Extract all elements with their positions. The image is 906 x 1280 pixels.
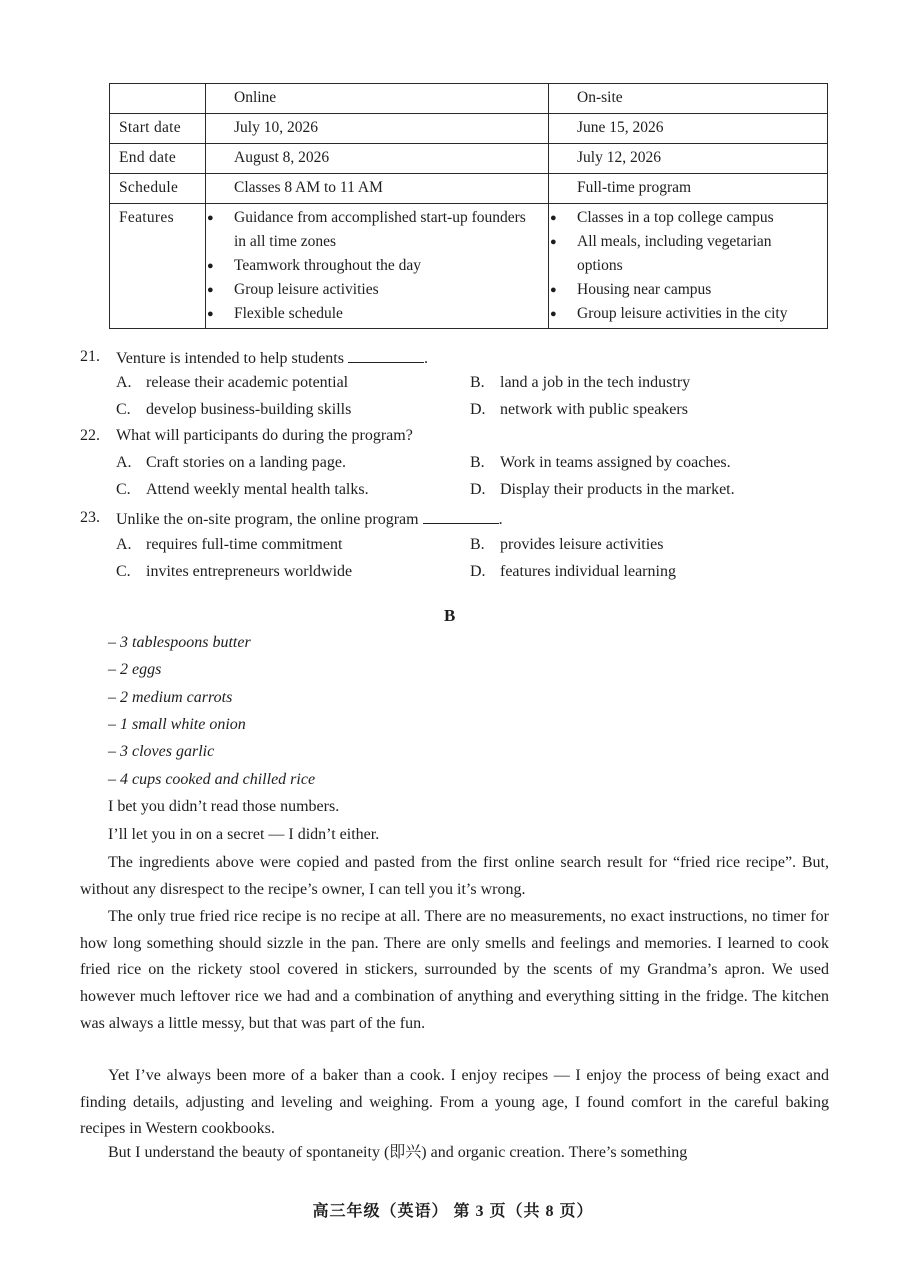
list-item xyxy=(207,206,540,254)
online-features-list xyxy=(207,206,540,326)
online-value: August 8, 2026 xyxy=(206,144,549,174)
header-online: Online xyxy=(206,84,549,114)
section-heading: B xyxy=(444,606,456,625)
feature-text: Housing near campus xyxy=(577,281,712,298)
paragraph: The only true fried rice recipe is no recipe at all. There are no measurements, no exact instructions, no timer for how long something should sizzle in the pan. There are only smells and feelings and memories. I learned to cook fried rice on the rickety stool covered in stickers, surrounded by the scents of my Grandma’s apron. We used however much leftover rice we had and a combination of anything and everything sitting in the fridge. The kitchen was always a little messy, but that was part of the fun. xyxy=(80,908,829,1032)
option-c xyxy=(116,481,369,499)
ingredient-line: – 2 medium carrots xyxy=(108,689,233,706)
option-d xyxy=(470,481,735,499)
option-key: B. xyxy=(470,454,485,471)
option-text: provides leisure activities xyxy=(500,536,664,553)
bullet-icon: ● xyxy=(207,284,214,296)
option-text: invites entrepreneurs worldwide xyxy=(146,563,353,580)
row-label: Schedule xyxy=(110,174,206,204)
option-a xyxy=(116,536,342,554)
option-key: A. xyxy=(116,374,132,391)
option-c xyxy=(116,563,352,581)
online-features-cell xyxy=(206,204,549,329)
option-a xyxy=(116,454,346,472)
feature-text: Guidance from accomplished start-up founders in all time zones xyxy=(234,209,526,250)
option-d xyxy=(470,401,688,419)
answer-blank xyxy=(423,509,499,524)
feature-text: All meals, including vegetarian options xyxy=(577,233,772,274)
list-item xyxy=(207,302,540,326)
stem-text: Venture is intended to help students xyxy=(116,350,344,367)
ingredient-line: – 3 cloves garlic xyxy=(108,743,215,760)
online-value: July 10, 2026 xyxy=(206,114,549,144)
list-item xyxy=(550,206,819,230)
row-label: Features xyxy=(110,204,206,329)
program-comparison-table xyxy=(109,83,828,329)
feature-text: Group leisure activities xyxy=(234,281,379,298)
onsite-value: June 15, 2026 xyxy=(549,114,828,144)
option-key: A. xyxy=(116,454,132,471)
option-key: C. xyxy=(116,563,131,580)
option-key: B. xyxy=(470,374,485,391)
option-text: develop business-building skills xyxy=(146,401,352,418)
stem-end: . xyxy=(498,511,503,528)
option-key: C. xyxy=(116,401,131,418)
list-item xyxy=(550,302,819,326)
option-b xyxy=(470,374,690,392)
question-stem xyxy=(116,348,428,368)
answer-blank xyxy=(348,348,424,363)
ingredient-line: – 4 cups cooked and chilled rice xyxy=(108,771,316,788)
option-key: A. xyxy=(116,536,132,553)
page-footer: 高三年级（英语） 第 3 页（共 8 页） xyxy=(312,1203,594,1220)
option-a xyxy=(116,374,348,392)
question-stem xyxy=(116,509,503,529)
option-d xyxy=(470,563,676,581)
text-line: I’ll let you in on a secret — I didn’t either. xyxy=(108,826,380,843)
bullet-icon: ● xyxy=(207,260,214,272)
row-label: End date xyxy=(110,144,206,174)
option-c xyxy=(116,401,351,419)
question-number: 23. xyxy=(80,509,100,526)
feature-text: Group leisure activities in the city xyxy=(577,305,788,322)
ingredient-line: – 2 eggs xyxy=(108,661,162,678)
option-text: Attend weekly mental health talks. xyxy=(146,481,369,498)
paragraph: Yet I’ve always been more of a baker than a cook. I enjoy recipes — I enjoy the process of being exact and finding details, adjusting and leveling and weighing. From a young age, I found comfort in the careful baking recipes in Western cookbooks. xyxy=(80,1067,829,1138)
question-number: 22. xyxy=(80,427,100,444)
list-item xyxy=(207,278,540,302)
table-row xyxy=(110,114,828,144)
bullet-icon: ● xyxy=(550,308,557,320)
paragraph: But I understand the beauty of spontaneity (即兴) and organic creation. There’s something xyxy=(108,1144,688,1161)
option-text: release their academic potential xyxy=(146,374,349,391)
list-item xyxy=(550,278,819,302)
online-value: Classes 8 AM to 11 AM xyxy=(206,174,549,204)
option-text: network with public speakers xyxy=(500,401,688,418)
option-b xyxy=(470,536,664,554)
option-key: D. xyxy=(470,401,486,418)
ingredient-line: – 1 small white onion xyxy=(108,716,246,733)
table-row xyxy=(110,144,828,174)
feature-text: Classes in a top college campus xyxy=(577,209,774,226)
onsite-value: July 12, 2026 xyxy=(549,144,828,174)
table-row xyxy=(110,174,828,204)
option-key: D. xyxy=(470,481,486,498)
bullet-icon: ● xyxy=(550,212,557,224)
list-item xyxy=(550,230,819,278)
question-stem xyxy=(116,427,413,445)
paragraph: The ingredients above were copied and pasted from the first online search result for “fried rice recipe”. But, without any disrespect to the recipe’s owner, I can tell you it’s wrong. xyxy=(80,854,829,898)
text-line: I bet you didn’t read those numbers. xyxy=(108,798,340,815)
onsite-features-list xyxy=(550,206,819,326)
bullet-icon: ● xyxy=(550,284,557,296)
onsite-value: Full-time program xyxy=(549,174,828,204)
option-text: Work in teams assigned by coaches. xyxy=(500,454,731,471)
header-onsite: On-site xyxy=(549,84,828,114)
option-text: features individual learning xyxy=(500,563,676,580)
option-text: requires full-time commitment xyxy=(146,536,343,553)
features-row xyxy=(110,204,828,329)
header-blank-cell xyxy=(110,84,206,114)
option-key: B. xyxy=(470,536,485,553)
stem-end: . xyxy=(423,350,428,367)
feature-text: Teamwork throughout the day xyxy=(234,257,422,274)
row-label: Start date xyxy=(110,114,206,144)
option-text: Craft stories on a landing page. xyxy=(146,454,346,471)
option-b xyxy=(470,454,731,472)
option-text: Display their products in the market. xyxy=(500,481,735,498)
bullet-icon: ● xyxy=(207,308,214,320)
bullet-icon: ● xyxy=(550,236,557,248)
ingredient-line: – 3 tablespoons butter xyxy=(108,634,251,651)
option-key: D. xyxy=(470,563,486,580)
question-number: 21. xyxy=(80,348,100,365)
stem-text: Unlike the on-site program, the online program xyxy=(116,511,419,528)
onsite-features-cell xyxy=(549,204,828,329)
bullet-icon: ● xyxy=(207,212,214,224)
list-item xyxy=(207,254,540,278)
table-header-row xyxy=(110,84,828,114)
option-key: C. xyxy=(116,481,131,498)
stem-text: What will participants do during the program? xyxy=(116,427,413,444)
feature-text: Flexible schedule xyxy=(234,305,343,322)
option-text: land a job in the tech industry xyxy=(500,374,691,391)
